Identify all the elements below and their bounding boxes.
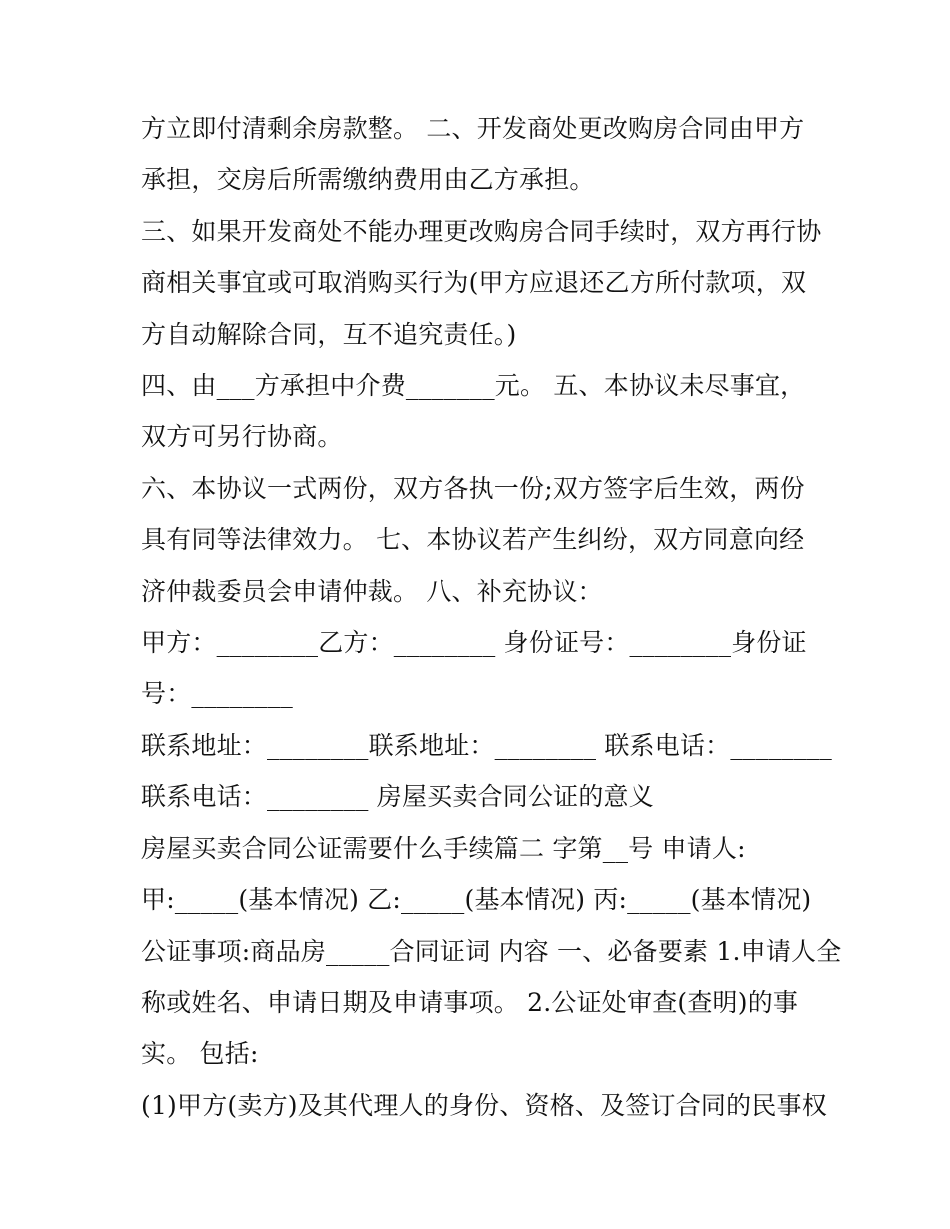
text-line: (1)甲方(卖方)及其代理人的身份、资格、及签订合同的民事权: [141, 1090, 827, 1120]
text-line: 双方可另行协商。: [141, 422, 343, 452]
text-line: 四、由___方承担中介费_______元。 五、本协议未尽事宜，: [141, 371, 806, 401]
text-line: 甲:_____(基本情况) 乙:_____(基本情况) 丙:_____(基本情况): [141, 885, 812, 915]
text-line: 联系地址：________联系地址：________ 联系电话：________: [141, 730, 832, 760]
text-line: 方立即付清剩余房款整。 二、开发商处更改购房合同由甲方: [141, 114, 805, 143]
text-line: 称或姓名、申请日期及申请事项。 2.公证处审查(查明)的事: [141, 987, 799, 1017]
text-line: 济仲裁委员会申请仲裁。 八、补充协议：: [141, 576, 603, 606]
text-line: 联系电话：________ 房屋买卖合同公证的意义: [141, 782, 654, 812]
text-line: 三、如果开发商处不能办理更改购房合同手续时，双方再行协: [141, 216, 822, 246]
text-line: 号：________: [141, 679, 294, 709]
document-body: [141, 103, 842, 1131]
text-line: 承担，交房后所需缴纳费用由乙方承担。: [141, 165, 595, 195]
text-line: 房屋买卖合同公证需要什么手续篇二 字第__号 申请人:: [141, 833, 746, 863]
text-line: 方自动解除合同，互不追究责任。): [141, 319, 517, 349]
text-line: 具有同等法律效力。 七、本协议若产生纠纷，双方同意向经: [141, 525, 805, 555]
text-line: 甲方：________乙方：________ 身份证号：________身份证: [141, 628, 807, 658]
text-line: 六、本协议一式两份，双方各执一份;双方签字后生效，两份: [141, 473, 805, 503]
text-line: 公证事项:商品房_____合同证词 内容 一、必备要素 1.申请人全: [141, 936, 842, 966]
text-line: 商相关事宜或可取消购买行为(甲方应退还乙方所付款项，双: [141, 268, 807, 298]
text-line: 实。 包括:: [141, 1039, 259, 1069]
